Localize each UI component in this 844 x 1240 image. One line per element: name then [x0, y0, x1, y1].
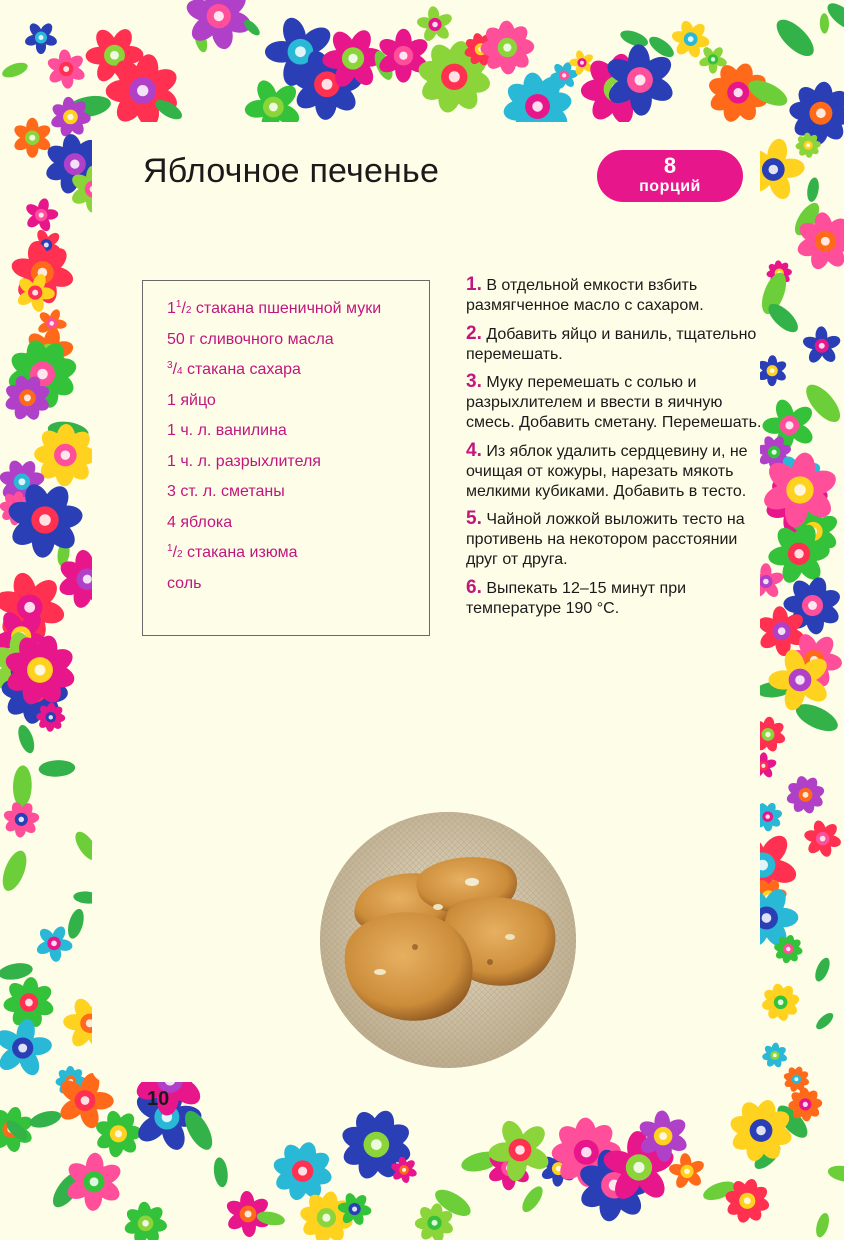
servings-badge — [597, 150, 743, 202]
ingredient-whole: 1 — [167, 300, 176, 317]
step-number: 4. — [466, 439, 482, 461]
step-item — [466, 441, 766, 502]
step-number: 5. — [466, 508, 482, 529]
step-number: 3. — [466, 371, 482, 392]
step-text: В отдельной емкости взбить размягченное масло с сахаром. — [466, 277, 704, 314]
step-item — [466, 275, 766, 316]
step-item — [466, 324, 766, 365]
step-text: Муку перемешать с солью и разрыхлителем и ввести в яичную смесь. Добавить сметану. Перемешать. — [466, 374, 762, 431]
ingredient-item: $^1$/2 стакана изюма — [167, 543, 298, 561]
ingredient-item: 50 г сливочного масла — [167, 330, 334, 348]
ingredient-item: 1 яйцо — [167, 391, 216, 409]
step-text: Чайной ложкой выложить тесто на противень на некотором расстоянии друг от друга. — [466, 511, 745, 568]
ingredient-text: стакана пшеничной муки — [191, 300, 382, 317]
page-number: 10 — [147, 1088, 170, 1110]
step-text: Из яблок удалить сердцевину и, не очищая от кожуры, нарезать мякоть мелкими кубиками. Добавить в тесто. — [466, 442, 748, 500]
ingredient-text: стакана сахара — [182, 361, 301, 378]
step-item — [466, 509, 766, 570]
fraction-denominator: 4 — [177, 366, 183, 377]
ingredient-item: 1 ч. л. разрыхлителя — [167, 452, 321, 470]
ingredient-text: стакана изюма — [182, 544, 298, 561]
step-number: 1. — [466, 274, 482, 295]
apple-cookies-photo — [320, 812, 576, 1068]
ingredient-item: 4 яблока — [167, 513, 233, 531]
steps-list — [466, 275, 766, 626]
ingredient-item: 3 ст. л. сметаны — [167, 483, 285, 500]
step-number: 2. — [466, 322, 482, 344]
fraction-denominator: 2 — [185, 305, 192, 316]
ingredient-item: соль — [167, 574, 202, 592]
servings-unit: порций — [639, 178, 701, 195]
step-item — [466, 578, 766, 619]
ingredients-list — [167, 299, 419, 594]
step-text: Добавить яйцо и ваниль, тщательно перемешать. — [466, 325, 757, 363]
step-text: Выпекать 12–15 минут при температуре 190 °С. — [466, 579, 687, 617]
fraction-numerator: 3 — [167, 360, 173, 371]
step-number: 6. — [466, 576, 482, 598]
step-item — [466, 372, 766, 433]
servings-number: 8 — [663, 153, 677, 178]
ingredient-item: $^3$/4 стакана сахара — [167, 360, 301, 378]
ingredient-item: 1 ч. л. ванилина — [167, 422, 287, 439]
fraction-denominator: 2 — [177, 549, 183, 560]
fraction-numerator: 1 — [175, 299, 182, 310]
ingredients-box — [142, 280, 430, 636]
recipe-title: Яблочное печенье — [143, 152, 440, 190]
fraction-numerator: 1 — [167, 543, 173, 554]
ingredient-item: $1^1/2$ стакана пшеничной муки — [167, 299, 382, 317]
